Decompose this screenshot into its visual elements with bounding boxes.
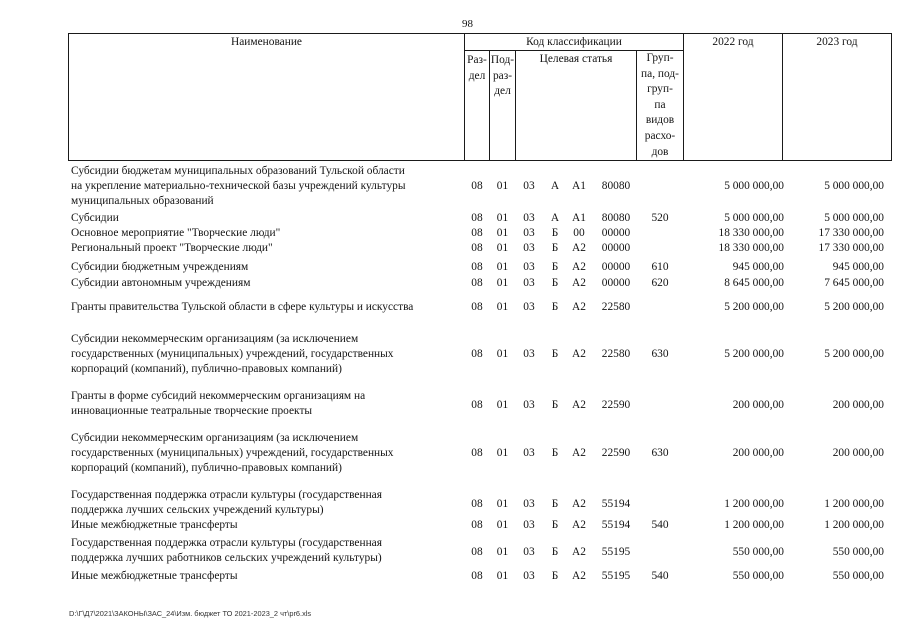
file-path-footer: D:\Г\Д7\2021\ЗАКОНЫ\ЗАС_24\Изм. бюджет ТО 2021-2023_2 чт\pr6.xls xyxy=(69,609,312,618)
target-code-event: А2 xyxy=(572,277,586,289)
row-name-line: Государственная поддержка отрасли культуры (государственная xyxy=(71,489,382,501)
header-left-border xyxy=(68,33,69,161)
row-name-line: Субсидии некоммерческим организациям (за исключением xyxy=(71,432,359,444)
row-name-line: государственных (муниципальных) учреждений, государственных xyxy=(71,348,394,361)
row-name-line: на укрепление материально-технической базы учреждений культуры xyxy=(71,180,406,193)
header-expense-type-line: груп- xyxy=(647,83,673,96)
section-code: 08 xyxy=(471,227,483,239)
row-name xyxy=(71,260,463,275)
target-code-subprogram: А xyxy=(550,212,560,224)
section-code: 08 xyxy=(471,348,483,361)
header-expense-type-line: Груп- xyxy=(646,52,674,64)
header-razdel-line: дел xyxy=(468,69,486,82)
row-name xyxy=(71,536,463,566)
subsection-code: 01 xyxy=(496,301,509,313)
section-code: 08 xyxy=(471,261,483,273)
row-name-line: Региональный проект "Творческие люди" xyxy=(71,242,273,254)
target-code-program: 03 xyxy=(523,180,535,193)
target-code-program: 03 xyxy=(523,570,535,582)
header-target-article: Целевая статья xyxy=(539,53,613,65)
row-name xyxy=(71,431,463,477)
table-row xyxy=(0,431,905,477)
amount-2023: 550 000,00 xyxy=(832,545,884,558)
table-row xyxy=(0,569,905,584)
header-razdel-line: Раз- xyxy=(467,54,487,66)
target-code-direction: 00000 xyxy=(601,277,631,289)
amount-2023: 17 330 000,00 xyxy=(818,242,884,254)
expense-type-code: 520 xyxy=(651,212,669,224)
row-name-line: Субсидии бюджетным учреждениям xyxy=(71,261,249,273)
target-code-direction: 55195 xyxy=(601,545,631,558)
expense-type-code: 540 xyxy=(651,570,669,582)
subsection-code: 01 xyxy=(496,398,509,411)
target-code-program: 03 xyxy=(523,447,535,460)
target-code-event: А1 xyxy=(572,212,586,224)
row-name xyxy=(71,332,463,378)
header-expense-type-line: дов xyxy=(651,145,669,158)
amount-2022: 550 000,00 xyxy=(732,545,784,558)
amount-2022: 945 000,00 xyxy=(732,261,784,273)
page-number: 98 xyxy=(462,18,473,30)
header-expense-type-line: видов xyxy=(645,114,675,127)
amount-2022: 200 000,00 xyxy=(732,447,784,460)
row-name xyxy=(71,389,463,419)
table-row xyxy=(0,211,905,226)
subsection-code: 01 xyxy=(496,277,509,289)
section-code: 08 xyxy=(471,398,483,411)
target-code-subprogram: Б xyxy=(551,519,559,531)
section-code: 08 xyxy=(471,519,483,531)
target-code-subprogram: Б xyxy=(551,497,559,510)
section-code: 08 xyxy=(471,570,483,582)
subsection-code: 01 xyxy=(496,570,509,582)
row-name xyxy=(71,518,463,533)
expense-type-code: 630 xyxy=(651,447,669,460)
amount-2023: 1 200 000,00 xyxy=(824,497,884,510)
row-name-line: поддержка лучших работников сельских учреждений культуры) xyxy=(71,552,382,565)
table-row xyxy=(0,276,905,291)
header-expense-type-line: па, под- xyxy=(641,67,679,80)
row-name-line: Субсидии некоммерческим организациям (за исключением xyxy=(71,333,359,345)
amount-2023: 5 200 000,00 xyxy=(824,301,884,313)
amount-2022: 5 200 000,00 xyxy=(724,301,784,313)
table-row xyxy=(0,488,905,518)
subsection-code: 01 xyxy=(496,261,509,273)
section-code: 08 xyxy=(471,447,483,460)
amount-2023: 5 000 000,00 xyxy=(824,212,884,224)
header-podrazdel-line: Под- xyxy=(490,54,515,66)
row-name-line: Субсидии автономным учреждениям xyxy=(71,277,251,289)
target-code-program: 03 xyxy=(523,497,535,510)
table-row xyxy=(0,518,905,533)
row-name-line: корпораций (компаний), публично-правовых компаний) xyxy=(71,363,342,376)
table-row xyxy=(0,300,905,315)
table-row xyxy=(0,241,905,256)
table-row xyxy=(0,389,905,419)
section-code: 08 xyxy=(471,301,483,313)
section-code: 08 xyxy=(471,277,483,289)
target-code-program: 03 xyxy=(523,301,535,313)
row-name-line: Государственная поддержка отрасли культуры (государственная xyxy=(71,537,382,549)
target-code-direction: 55195 xyxy=(601,570,631,582)
row-name xyxy=(71,569,463,584)
header-col-divider xyxy=(782,33,783,161)
expense-type-code: 540 xyxy=(651,519,669,531)
header-expense-type-line: па xyxy=(654,98,666,111)
row-name-line: Гранты в форме субсидий некоммерческим организациям на xyxy=(71,390,366,402)
row-name-line: поддержка лучших сельских учреждений культуры) xyxy=(71,504,324,517)
row-name-line: Иные межбюджетные трансферты xyxy=(71,570,238,582)
target-code-subprogram: Б xyxy=(551,301,559,313)
row-name-line: муниципальных образований xyxy=(71,195,214,208)
target-code-direction: 22580 xyxy=(601,348,631,361)
target-code-subprogram: Б xyxy=(551,398,559,411)
subsection-code: 01 xyxy=(496,497,509,510)
header-year-2023: 2023 год xyxy=(816,36,858,48)
table-row xyxy=(0,164,905,210)
target-code-subprogram: Б xyxy=(551,570,559,582)
amount-2022: 550 000,00 xyxy=(732,570,784,582)
target-code-event: А2 xyxy=(572,398,586,411)
subsection-code: 01 xyxy=(496,180,509,193)
subsection-code: 01 xyxy=(496,242,509,254)
target-code-subprogram: Б xyxy=(551,545,559,558)
subsection-code: 01 xyxy=(496,348,509,361)
row-name xyxy=(71,241,463,256)
header-razdel xyxy=(465,53,489,84)
target-code-program: 03 xyxy=(523,519,535,531)
amount-2023: 200 000,00 xyxy=(832,398,884,411)
target-code-subprogram: Б xyxy=(551,242,559,254)
amount-2023: 7 645 000,00 xyxy=(824,277,884,289)
amount-2023: 200 000,00 xyxy=(832,447,884,460)
amount-2022: 200 000,00 xyxy=(732,398,784,411)
amount-2022: 18 330 000,00 xyxy=(718,242,784,254)
table-row xyxy=(0,260,905,275)
target-code-program: 03 xyxy=(523,227,535,239)
header-year-2022: 2022 год xyxy=(712,36,754,48)
target-code-direction: 00000 xyxy=(601,227,631,239)
header-right-border xyxy=(891,33,892,161)
header-podrazdel-line: дел xyxy=(494,85,511,98)
target-code-direction: 80080 xyxy=(601,212,631,224)
expense-type-code: 630 xyxy=(651,348,669,361)
row-name-line: инновационные театральные творческие проекты xyxy=(71,405,313,418)
table-row xyxy=(0,536,905,566)
target-code-subprogram: Б xyxy=(551,348,559,361)
header-expense-type xyxy=(637,51,683,160)
table-row xyxy=(0,332,905,378)
amount-2023: 1 200 000,00 xyxy=(824,519,884,531)
target-code-direction: 00000 xyxy=(601,242,631,254)
row-name-line: Гранты правительства Тульской области в сфере культуры и искусства xyxy=(71,301,414,313)
target-code-event: А2 xyxy=(572,497,586,510)
header-col-divider xyxy=(683,33,684,161)
header-podrazdel xyxy=(490,53,515,100)
amount-2022: 5 200 000,00 xyxy=(724,348,784,361)
row-name xyxy=(71,276,463,291)
subsection-code: 01 xyxy=(496,545,509,558)
row-name xyxy=(71,488,463,518)
target-code-subprogram: Б xyxy=(551,277,559,289)
target-code-direction: 22590 xyxy=(601,398,631,411)
amount-2023: 945 000,00 xyxy=(832,261,884,273)
subsection-code: 01 xyxy=(496,447,509,460)
target-code-direction: 55194 xyxy=(601,497,631,510)
amount-2022: 1 200 000,00 xyxy=(724,497,784,510)
header-expense-type-line: расхо- xyxy=(644,129,676,142)
target-code-direction: 00000 xyxy=(601,261,631,273)
header-code-group: Код классификации xyxy=(526,36,622,48)
section-code: 08 xyxy=(471,545,483,558)
row-name xyxy=(71,226,463,241)
amount-2022: 5 000 000,00 xyxy=(724,180,784,193)
expense-type-code: 620 xyxy=(651,277,669,289)
row-name-line: Субсидии xyxy=(71,212,119,224)
table-row xyxy=(0,226,905,241)
target-code-event: А2 xyxy=(572,261,586,273)
target-code-subprogram: Б xyxy=(551,227,559,239)
header-podrazdel-line: раз- xyxy=(492,69,513,82)
row-name-line: Субсидии бюджетам муниципальных образований Тульской области xyxy=(71,165,405,177)
target-code-program: 03 xyxy=(523,545,535,558)
row-name xyxy=(71,211,463,226)
target-code-direction: 22590 xyxy=(601,447,631,460)
amount-2023: 550 000,00 xyxy=(832,570,884,582)
target-code-direction: 55194 xyxy=(601,519,631,531)
target-code-program: 03 xyxy=(523,261,535,273)
expense-type-code: 610 xyxy=(651,261,669,273)
target-code-program: 03 xyxy=(523,277,535,289)
header-bottom-border xyxy=(68,160,892,161)
subsection-code: 01 xyxy=(496,212,509,224)
amount-2022: 5 000 000,00 xyxy=(724,212,784,224)
target-code-subprogram: Б xyxy=(551,447,559,460)
row-name-line: корпораций (компаний), публично-правовых компаний) xyxy=(71,462,342,475)
row-name xyxy=(71,300,463,315)
header-name: Наименование xyxy=(231,36,302,48)
target-code-event: А2 xyxy=(572,570,586,582)
row-name-line: государственных (муниципальных) учреждений, государственных xyxy=(71,447,394,460)
amount-2023: 5 200 000,00 xyxy=(824,348,884,361)
target-code-program: 03 xyxy=(523,242,535,254)
target-code-subprogram: А xyxy=(550,180,560,193)
row-name-line: Основное мероприятие "Творческие люди" xyxy=(71,227,281,239)
target-code-direction: 80080 xyxy=(601,180,631,193)
target-code-event: 00 xyxy=(573,227,585,239)
target-code-event: А2 xyxy=(572,242,586,254)
target-code-event: А2 xyxy=(572,301,586,313)
target-code-program: 03 xyxy=(523,348,535,361)
target-code-program: 03 xyxy=(523,398,535,411)
target-code-subprogram: Б xyxy=(551,261,559,273)
amount-2023: 5 000 000,00 xyxy=(824,180,884,193)
section-code: 08 xyxy=(471,497,483,510)
section-code: 08 xyxy=(471,180,483,193)
target-code-event: А2 xyxy=(572,519,586,531)
amount-2023: 17 330 000,00 xyxy=(818,227,884,239)
amount-2022: 18 330 000,00 xyxy=(718,227,784,239)
target-code-event: А1 xyxy=(572,180,586,193)
row-name-line: Иные межбюджетные трансферты xyxy=(71,519,238,531)
section-code: 08 xyxy=(471,212,483,224)
subsection-code: 01 xyxy=(496,227,509,239)
target-code-program: 03 xyxy=(523,212,535,224)
amount-2022: 1 200 000,00 xyxy=(724,519,784,531)
section-code: 08 xyxy=(471,242,483,254)
row-name xyxy=(71,164,463,210)
target-code-direction: 22580 xyxy=(601,301,631,313)
target-code-event: А2 xyxy=(572,348,586,361)
target-code-event: А2 xyxy=(572,545,586,558)
amount-2022: 8 645 000,00 xyxy=(724,277,784,289)
target-code-event: А2 xyxy=(572,447,586,460)
subsection-code: 01 xyxy=(496,519,509,531)
